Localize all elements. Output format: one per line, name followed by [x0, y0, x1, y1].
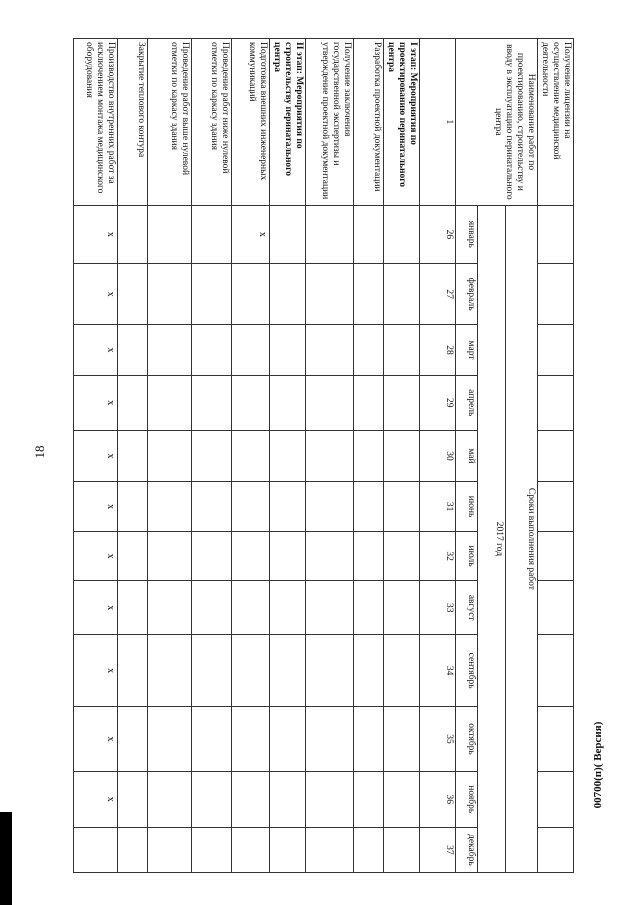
schedule-cell [384, 531, 420, 581]
schedule-cell [354, 531, 384, 581]
schedule-cell [270, 581, 306, 635]
schedule-cell [118, 205, 148, 263]
schedule-cell [306, 635, 354, 707]
schedule-cell [354, 635, 384, 707]
schedule-cell [148, 635, 192, 707]
table-row [306, 39, 354, 873]
schedule-header-row [506, 39, 538, 873]
schedule-cell [384, 375, 420, 430]
month-header: октябрь [456, 707, 478, 772]
schedule-cell [270, 707, 306, 772]
column-number: 37 [420, 827, 456, 872]
schedule-cell [306, 771, 354, 827]
schedule-cell [148, 827, 192, 872]
page-number: 18 [32, 445, 47, 459]
row-label: II этап: Мероприятия по строительству перинатального центра [270, 39, 306, 206]
column-number: 36 [420, 771, 456, 827]
schedule-cell [270, 263, 306, 324]
schedule-cell [232, 531, 270, 581]
schedule-cell [192, 635, 232, 707]
schedule-cell [232, 482, 270, 532]
schedule-cell [270, 827, 306, 872]
schedule-cell [148, 430, 192, 482]
schedule-cell [148, 482, 192, 532]
column-number: 30 [420, 430, 456, 482]
license-row [538, 39, 574, 873]
schedule-cell [232, 635, 270, 707]
schedule-cell [192, 707, 232, 772]
schedule-cell [270, 531, 306, 581]
year-header: 2017 год [478, 205, 506, 872]
schedule-cell [192, 263, 232, 324]
month-header: январь [456, 205, 478, 263]
schedule-cell [306, 482, 354, 532]
column-number-row [420, 39, 456, 873]
table-row [118, 39, 148, 873]
schedule-cell [384, 482, 420, 532]
work-schedule-table [73, 38, 574, 873]
schedule-cell [270, 375, 306, 430]
schedule-cell [148, 375, 192, 430]
schedule-cell [354, 430, 384, 482]
table-row [148, 39, 192, 873]
column-number: 28 [420, 325, 456, 376]
license-row-label: Получение лицензии на осуществление медицинской деятельности [538, 39, 574, 206]
schedule-cell [384, 325, 420, 376]
schedule-cell [384, 263, 420, 324]
schedule-cell [192, 375, 232, 430]
table-row [232, 39, 270, 873]
schedule-cell [306, 430, 354, 482]
schedule-cell [306, 325, 354, 376]
row-label: Закрытие теплового контура [118, 39, 148, 206]
schedule-cell [118, 430, 148, 482]
column-number: 26 [420, 205, 456, 263]
month-header: март [456, 325, 478, 376]
schedule-cell [148, 325, 192, 376]
row-label: Получение заключения государственной экспертизы и утверждение проектной документации [306, 39, 354, 206]
schedule-cell [232, 707, 270, 772]
schedule-cell [148, 707, 192, 772]
schedule-cell [148, 263, 192, 324]
month-header: сентябрь [456, 635, 478, 707]
schedule-cell [232, 581, 270, 635]
schedule-cell [118, 263, 148, 324]
month-header: февраль [456, 263, 478, 324]
month-header: май [456, 430, 478, 482]
schedule-cell [232, 771, 270, 827]
schedule-cell [232, 375, 270, 430]
schedule-cell [354, 375, 384, 430]
schedule-cell [354, 325, 384, 376]
schedule-cell [118, 635, 148, 707]
schedule-cell [306, 581, 354, 635]
schedule-cell: x [74, 635, 118, 707]
schedule-cell: x [232, 205, 270, 263]
schedule-header: Сроки выполнения работ [506, 205, 538, 872]
name-column-header: Наименование работ по проектированию, строительству и вводу в эксплуатацию перинатального центра [456, 39, 538, 206]
schedule-cell [306, 827, 354, 872]
schedule-cell [384, 430, 420, 482]
schedule-cell [118, 707, 148, 772]
schedule-cell [148, 531, 192, 581]
month-header: июнь [456, 482, 478, 532]
schedule-cell [354, 482, 384, 532]
schedule-cell: x [74, 205, 118, 263]
schedule-cell [306, 205, 354, 263]
row-label: Проведение работ ниже нулевой отметки по каркасу здания [192, 39, 232, 206]
schedule-cell: x [74, 707, 118, 772]
schedule-cell: x [74, 263, 118, 324]
schedule-rows [74, 39, 420, 873]
row-label: Разработка проектной документации [354, 39, 384, 206]
schedule-cell: x [74, 531, 118, 581]
schedule-cell: x [74, 325, 118, 376]
schedule-cell [118, 325, 148, 376]
schedule-cell [118, 375, 148, 430]
schedule-cell [354, 771, 384, 827]
schedule-cell [74, 827, 118, 872]
index-label: 1 [420, 39, 456, 206]
column-number: 27 [420, 263, 456, 324]
schedule-cell [384, 827, 420, 872]
schedule-cell [270, 771, 306, 827]
schedule-cell [306, 375, 354, 430]
row-label: Производство внутренних работ за исключением монтажа медицинского оборудования [74, 39, 118, 206]
schedule-cell [118, 827, 148, 872]
table-row [270, 39, 306, 873]
schedule-cell [354, 205, 384, 263]
schedule-cell [232, 827, 270, 872]
schedule-cell: x [74, 771, 118, 827]
month-header: апрель [456, 375, 478, 430]
schedule-cell [148, 205, 192, 263]
schedule-cell [354, 707, 384, 772]
schedule-cell: x [74, 375, 118, 430]
schedule-cell: x [74, 482, 118, 532]
schedule-cell [270, 482, 306, 532]
table-row [384, 39, 420, 873]
row-label: Проведение работ выше нулевой отметки по каркасу здания [148, 39, 192, 206]
column-number: 33 [420, 581, 456, 635]
schedule-cell [384, 635, 420, 707]
schedule-cell [192, 771, 232, 827]
row-label: I этап: Мероприятия по проектированию перинатального центра [384, 39, 420, 206]
schedule-cell [148, 581, 192, 635]
schedule-cell [270, 205, 306, 263]
table-row [74, 39, 118, 873]
column-number: 35 [420, 707, 456, 772]
month-header: ноябрь [456, 771, 478, 827]
month-header: август [456, 581, 478, 635]
schedule-cell [192, 482, 232, 532]
column-number: 32 [420, 531, 456, 581]
column-number: 29 [420, 375, 456, 430]
rotated-schedule-table [84, 38, 574, 873]
schedule-cell [270, 635, 306, 707]
column-number: 31 [420, 482, 456, 532]
row-label: Подготовка внешних инженерных коммуникаций [232, 39, 270, 206]
schedule-cell [384, 205, 420, 263]
schedule-cell [354, 827, 384, 872]
schedule-cell [148, 771, 192, 827]
schedule-cell [192, 325, 232, 376]
schedule-cell [354, 263, 384, 324]
schedule-cell [306, 707, 354, 772]
schedule-cell [118, 581, 148, 635]
schedule-cell [192, 531, 232, 581]
schedule-cell [270, 325, 306, 376]
schedule-cell: x [74, 430, 118, 482]
schedule-cell [384, 707, 420, 772]
schedule-cell [192, 430, 232, 482]
month-header: декабрь [456, 827, 478, 872]
schedule-cell [232, 325, 270, 376]
schedule-cell [118, 531, 148, 581]
document-code: 00700(п)( Версия) [592, 721, 604, 809]
schedule-cell [384, 581, 420, 635]
table-row [354, 39, 384, 873]
month-header: июль [456, 531, 478, 581]
schedule-cell [306, 531, 354, 581]
schedule-cell [270, 430, 306, 482]
schedule-cell [354, 581, 384, 635]
schedule-cell [306, 263, 354, 324]
schedule-cell: x [74, 581, 118, 635]
scan-binding-mark [0, 812, 12, 905]
column-number: 34 [420, 635, 456, 707]
schedule-cell [192, 827, 232, 872]
schedule-cell [384, 771, 420, 827]
schedule-cell [192, 581, 232, 635]
schedule-cell [232, 263, 270, 324]
schedule-cell [118, 771, 148, 827]
schedule-cell [192, 205, 232, 263]
schedule-cell [118, 482, 148, 532]
schedule-cell [232, 430, 270, 482]
table-row [192, 39, 232, 873]
